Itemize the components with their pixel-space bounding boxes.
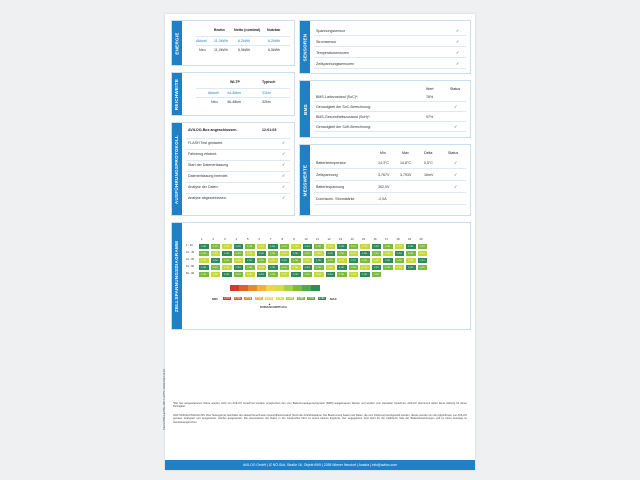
zell-cell: 3,781	[405, 264, 417, 271]
energie-value: 6,2kWh	[238, 39, 251, 43]
sensor-item: Stromsensor	[316, 40, 337, 44]
check-icon: ✓	[282, 195, 286, 200]
legend-gradient-segment	[317, 285, 320, 291]
zell-cell: 3,781	[244, 243, 256, 250]
zell-col-header: 7	[270, 237, 272, 241]
bms-label: Genauigkeit der SoH-Berechnung:	[316, 125, 371, 129]
zell-cell: 3,781	[256, 271, 268, 278]
check-icon: ✓	[456, 28, 460, 33]
legend-value: 3,785	[285, 296, 295, 301]
zell-cell: 3,781	[302, 257, 314, 264]
protokoll-time: 12:01:03	[262, 128, 277, 132]
zell-cell: 3,781	[267, 243, 279, 250]
zell-col-header: 3	[224, 237, 226, 241]
zell-cell: 3,781	[198, 271, 210, 278]
reichweite-value: 31km	[262, 91, 271, 95]
zell-cell: 3,781	[198, 243, 210, 250]
zell-cell: 3,781	[221, 243, 233, 250]
legend-value: 3,788	[296, 296, 306, 301]
messwerte-label: Durchschn. Stromstärke	[316, 197, 355, 201]
protokoll-divider	[186, 182, 290, 183]
reichweite-row-label: Neu	[211, 100, 218, 104]
average-marker-icon: ▲	[268, 302, 271, 306]
side-id: CE2A7B94-E78E-48F7-A875-4D92269A4F15	[162, 368, 166, 430]
zell-col-header: 9	[293, 237, 295, 241]
zell-cell: 3,781	[290, 250, 302, 257]
check-icon: ✓	[454, 184, 458, 189]
zell-cell: 3,781	[394, 257, 406, 264]
check-icon: ✓	[456, 61, 460, 66]
disclaimer-note: *Die hier ausgewiesenen Werte wurden nicht von AVILOO berechnet sondern entsprechen den vom Batteriemanagementsystem (BMS) ausgelesenen Werten und wurden vom Hersteller berechnet. AVILOO übernimmt daher keine Haftung für deren Richtigkeit.	[173, 402, 467, 409]
bms-label: BMS-Gesundheitszustand (SoH)*:	[316, 115, 371, 119]
sensoren-panel	[299, 20, 471, 74]
energie-col-netto: Netto (nominal)	[234, 28, 261, 32]
zell-cell: 3,781	[290, 264, 302, 271]
check-icon: ✓	[282, 140, 286, 145]
zell-cell: 3,781	[210, 243, 222, 250]
zell-cell: 3,781	[405, 250, 417, 257]
zell-cell: 3,781	[221, 264, 233, 271]
protokoll-item: Fahrzeug erkannt.	[188, 152, 218, 156]
messwerte-delta: 16mV	[424, 173, 434, 177]
energie-tab: ENERGIE	[172, 21, 182, 65]
zell-col-header: 18	[396, 237, 400, 241]
zell-cell: 3,781	[210, 250, 222, 257]
zell-cell: 3,781	[290, 243, 302, 250]
legend-caption: DURCHSCHNITTLICH	[260, 306, 287, 309]
zell-col-header: 15	[362, 237, 366, 241]
energie-col-nutzbar: Nutzbar	[267, 28, 281, 32]
zell-cell: 3,781	[371, 257, 383, 264]
zell-cell: 3,781	[325, 243, 337, 250]
messwerte-max: 14,8°C	[400, 161, 412, 165]
energie-row-label: Neu	[199, 48, 206, 52]
check-icon: ✓	[456, 50, 460, 55]
bms-label: BMS-Ladezustand (SoC)*:	[316, 95, 359, 99]
messwerte-max: 3,793V	[400, 173, 412, 177]
bms-panel	[299, 80, 471, 138]
check-icon: ✓	[456, 39, 460, 44]
protokoll-item: Analyse der Daten.	[188, 185, 219, 189]
zell-col-header: 2	[212, 237, 215, 241]
check-icon: ✓	[454, 104, 458, 109]
energie-value: 6,5kWh	[238, 48, 251, 52]
bms-divider	[314, 131, 466, 132]
zell-cell: 3,781	[233, 257, 245, 264]
sensor-divider	[314, 57, 466, 58]
energie-value: 6,5kWh	[268, 48, 281, 52]
messwerte-divider	[314, 192, 466, 193]
check-icon: ✓	[282, 173, 286, 178]
bms-value: 97%	[426, 115, 434, 119]
messwerte-divider	[314, 168, 466, 169]
zell-cell: 3,781	[417, 257, 429, 264]
zell-cell: 3,781	[198, 250, 210, 257]
disclaimer-haftung: HAFTUNGSAUSSCHLUSS: Das Testergebnis beinhaltet den aktuell berechneten Gesundheitszustand (SoH) der Antriebsbatterie. Die Bestimmung basiert auf Daten, die vom Fahrzeug bereitgestellt werden, dieses werden von den Algorithmen von AVILOO genauer analysiert und ausgewertet. Hierbei ausgewertet: Die Heranziehen der Daten in der Gesamtheit führt zu einem kleinen Ergebnis. Der angegebene SoH steht für die Kalibrierte SoH der Batteriebewertungen und ist keine Aussage zu Garantieansprüchen.	[173, 414, 468, 424]
zell-cell: 3,781	[382, 243, 394, 250]
legend-value: 3,790	[306, 296, 316, 301]
zell-cell: 3,781	[382, 250, 394, 257]
bms-value: 78%	[426, 95, 434, 99]
zell-cell: 3,781	[302, 243, 314, 250]
bms-col-wert: Wert	[426, 87, 434, 91]
zell-cell: 3,781	[302, 271, 314, 278]
zell-cell: 3,781	[348, 243, 360, 250]
sensor-divider	[314, 68, 466, 69]
legend-value: 3,782	[275, 296, 285, 301]
energie-value: 11,0kWh	[214, 48, 228, 52]
bms-tab: BMS	[300, 81, 310, 137]
reichweite-value: 44-46km	[227, 91, 241, 95]
zell-cell: 3,781	[210, 264, 222, 271]
reichweite-row-label: Aktuell	[208, 91, 219, 95]
zell-cell: 3,781	[417, 250, 429, 257]
zell-col-header: 17	[385, 237, 389, 241]
zell-cell: 3,781	[267, 271, 279, 278]
zell-cell: 3,781	[198, 264, 210, 271]
zell-cell: 3,781	[394, 243, 406, 250]
messwerte-min: 362,0V	[378, 185, 390, 189]
zell-cell: 3,781	[336, 257, 348, 264]
energie-value: 6,2kWh	[268, 39, 281, 43]
zell-cell: 3,781	[336, 271, 348, 278]
reichweite-col-typisch: Typisch	[262, 80, 276, 84]
zell-row-label: 81 - 96	[186, 272, 195, 275]
messwerte-label: Zellspannung	[316, 173, 338, 177]
sensor-item: Spannungssensor	[316, 29, 345, 33]
zell-cell: 3,781	[359, 271, 371, 278]
protokoll-item: Start der Datenerfassung.	[188, 163, 230, 167]
reichweite-col-wltp: WLTP	[230, 80, 240, 84]
zell-cell: 3,781	[325, 271, 337, 278]
bms-divider	[314, 111, 466, 112]
zell-col-header: 16	[373, 237, 377, 241]
messwerte-col-status: Status	[448, 151, 459, 155]
zell-cell: 3,781	[233, 243, 245, 250]
zell-cell: 3,781	[244, 250, 256, 257]
zell-cell: 3,781	[256, 257, 268, 264]
zell-col-header: 20	[419, 237, 423, 241]
zell-cell: 3,781	[233, 271, 245, 278]
footer: AVILOO GmbH | IZ NÖ-Süd, Straße 16, Objekt 69/5 | 2355 Wiener Neudorf | Austria | info@aviloo.com	[165, 460, 475, 470]
zell-cell: 3,781	[348, 271, 360, 278]
legend-min: MIN	[212, 297, 218, 301]
bms-divider	[314, 121, 466, 122]
messwerte-min: -2,0A	[378, 197, 387, 201]
zell-cell: 3,781	[221, 257, 233, 264]
zell-cell: 3,781	[256, 250, 268, 257]
zell-cell: 3,781	[313, 243, 325, 250]
zell-cell: 3,781	[359, 250, 371, 257]
messwerte-tab: MESSWERTE	[300, 145, 310, 215]
zell-row-label: 41 - 60	[186, 258, 195, 261]
zell-cell: 3,781	[256, 243, 268, 250]
legend-value: 3,773	[243, 296, 253, 301]
zell-cell: 3,781	[371, 271, 383, 278]
reichweite-tab: REICHWEITE	[172, 73, 182, 115]
messwerte-divider	[314, 180, 466, 181]
zell-cell: 3,781	[233, 264, 245, 271]
zell-cell: 3,781	[359, 243, 371, 250]
zell-cell: 3,781	[336, 250, 348, 257]
bms-divider	[314, 101, 466, 102]
zell-cell: 3,781	[313, 264, 325, 271]
zell-cell: 3,781	[382, 257, 394, 264]
protokoll-divider	[186, 160, 290, 161]
zell-cell: 3,781	[348, 264, 360, 271]
zell-cell: 3,781	[244, 264, 256, 271]
zell-panel	[171, 222, 471, 330]
check-icon: ✓	[282, 184, 286, 189]
protokoll-item: Analyse abgeschlossen.	[188, 196, 227, 200]
protokoll-tab: AUSFÜHRUNGSPROTOKOLL	[172, 123, 182, 215]
zell-col-header: 11	[316, 237, 319, 241]
zell-col-header: 5	[247, 237, 249, 241]
zell-col-header: 4	[235, 237, 238, 241]
messwerte-divider	[314, 204, 466, 205]
zell-cell: 3,781	[405, 243, 417, 250]
zell-cell: 3,781	[290, 257, 302, 264]
zell-cell: 3,781	[279, 271, 291, 278]
zell-row-label: 61 - 80	[186, 265, 195, 268]
reichweite-value: 32km	[262, 100, 271, 104]
zell-cell: 3,781	[405, 257, 417, 264]
zell-cell: 3,781	[267, 257, 279, 264]
zell-cell: 3,781	[221, 271, 233, 278]
report-page	[165, 14, 475, 470]
legend-value: 3,770	[233, 296, 243, 301]
bms-col-status: Status	[450, 87, 461, 91]
zell-cell: 3,781	[394, 250, 406, 257]
legend-value: 3,776	[254, 296, 264, 301]
zell-cell: 3,781	[359, 257, 371, 264]
zell-cell: 3,781	[233, 250, 245, 257]
zell-cell: 3,781	[279, 243, 291, 250]
check-icon: ✓	[282, 162, 286, 167]
messwerte-col-min: Min	[380, 151, 386, 155]
check-icon: ✓	[454, 172, 458, 177]
energie-value: 11,0kWh	[214, 39, 228, 43]
zell-cell: 3,781	[290, 271, 302, 278]
protokoll-panel	[171, 122, 295, 216]
zell-cell: 3,781	[244, 257, 256, 264]
zell-col-header: 1	[201, 237, 203, 241]
check-icon: ✓	[454, 124, 458, 129]
zell-col-header: 14	[350, 237, 354, 241]
sensor-item: Zellspannungssensoren	[316, 62, 355, 66]
zell-cell: 3,781	[221, 250, 233, 257]
zell-cell: 3,781	[325, 250, 337, 257]
zell-tab: ZELLSPANNUNGSDIAGRAMM	[172, 223, 182, 329]
messwerte-min: 14,3°C	[378, 161, 390, 165]
messwerte-label: Batterietemperatur	[316, 161, 346, 165]
zell-cell: 3,781	[279, 264, 291, 271]
reichweite-panel	[171, 72, 295, 116]
energie-panel	[171, 20, 295, 66]
messwerte-col-delta: Delta	[424, 151, 433, 155]
zell-cell: 3,781	[302, 250, 314, 257]
zell-cell: 3,781	[359, 264, 371, 271]
zell-row-label: 1 - 20	[186, 244, 193, 247]
bms-label: Genauigkeit der SoC-Berechnung:	[316, 105, 371, 109]
zell-cell: 3,781	[279, 250, 291, 257]
zell-cell: 3,781	[198, 257, 210, 264]
protokoll-item: Datenerfassung beendet.	[188, 174, 229, 178]
protokoll-divider	[186, 193, 290, 194]
zell-cell: 3,781	[267, 264, 279, 271]
zell-col-header: 13	[339, 237, 343, 241]
legend-value: 3,767	[222, 296, 232, 301]
zell-col-header: 19	[408, 237, 412, 241]
energie-col-brutto: Brutto	[214, 28, 225, 32]
zell-cell: 3,781	[244, 271, 256, 278]
protokoll-item: FLASH Test gestartet.	[188, 141, 224, 145]
zell-cell: 3,781	[267, 250, 279, 257]
energie-row-label: Aktuell	[196, 39, 207, 43]
sensor-item: Temperatursensoren	[316, 51, 349, 55]
zell-cell: 3,781	[336, 243, 348, 250]
zell-cell: 3,781	[325, 257, 337, 264]
zell-cell: 3,781	[279, 257, 291, 264]
zell-cell: 3,781	[210, 271, 222, 278]
messwerte-label: Batteriespannung	[316, 185, 345, 189]
reichweite-value: 46-48km	[227, 100, 241, 104]
messwerte-delta: 0,5°C	[424, 161, 434, 165]
zell-cell: 3,781	[325, 264, 337, 271]
zell-cell: 3,781	[371, 264, 383, 271]
zell-col-header: 12	[327, 237, 331, 241]
zell-cell: 3,781	[348, 257, 360, 264]
zell-cell: 3,781	[210, 257, 222, 264]
zell-cell: 3,781	[417, 243, 429, 250]
zell-col-header: 10	[304, 237, 308, 241]
check-icon: ✓	[454, 160, 458, 165]
sensoren-tab: SENSOREN	[300, 21, 310, 73]
messwerte-min: 3,767V	[378, 173, 390, 177]
zell-cell: 3,781	[313, 250, 325, 257]
zell-cell: 3,781	[371, 243, 383, 250]
messwerte-col-max: Max	[402, 151, 409, 155]
sensor-divider	[314, 46, 466, 47]
zell-cell: 3,781	[417, 264, 429, 271]
zell-cell: 3,781	[382, 264, 394, 271]
messwerte-panel	[299, 144, 471, 216]
protokoll-divider	[186, 149, 290, 150]
zell-cell: 3,781	[313, 257, 325, 264]
legend-value: 3,793	[317, 296, 327, 301]
legend-max: MAX	[330, 297, 337, 301]
legend-value: 3,779	[264, 296, 274, 301]
protokoll-head: AVILOO-Box angeschlossen.	[188, 128, 238, 132]
zell-cell: 3,781	[302, 264, 314, 271]
zell-row-label: 21 - 40	[186, 251, 195, 254]
zell-cell: 3,781	[394, 264, 406, 271]
zell-col-header: 8	[281, 237, 284, 241]
zell-cell: 3,781	[371, 250, 383, 257]
zell-col-header: 6	[258, 237, 261, 241]
check-icon: ✓	[282, 151, 286, 156]
sensor-divider	[314, 35, 466, 36]
zell-cell: 3,781	[336, 264, 348, 271]
protokoll-divider	[186, 171, 290, 172]
zell-cell: 3,781	[256, 264, 268, 271]
protokoll-divider	[186, 138, 290, 139]
zell-cell: 3,781	[348, 250, 360, 257]
zell-cell: 3,781	[313, 271, 325, 278]
